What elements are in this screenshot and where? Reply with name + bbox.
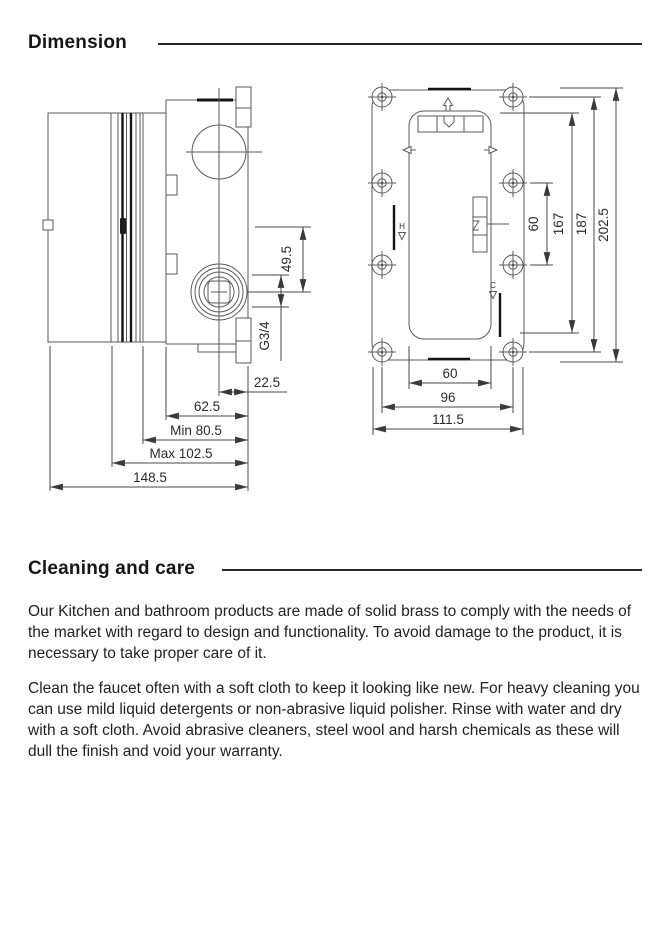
dim-label-g34: G3/4 bbox=[257, 321, 272, 351]
dim-label-111-5: 111.5 bbox=[432, 412, 464, 427]
dim-label-v60: 60 bbox=[526, 216, 541, 232]
dim-inner-width bbox=[409, 366, 491, 383]
dim-label-h60: 60 bbox=[442, 366, 458, 381]
dim-label-202-5: 202.5 bbox=[596, 208, 611, 242]
up-arrow-icon bbox=[444, 98, 453, 111]
cleaning-paragraph-1: Our Kitchen and bathroom products are made of solid brass to comply with the needs of the market with regard to design and functionality. To avoid damage to the product, it is necessary to take proper care of it. bbox=[28, 603, 632, 662]
cleaning-title-rule bbox=[222, 569, 642, 571]
front-view bbox=[368, 83, 623, 435]
dim-total-height bbox=[560, 88, 623, 362]
dim-body-depth bbox=[166, 399, 248, 416]
dim-total-depth bbox=[50, 470, 248, 487]
dim-min-depth bbox=[143, 423, 248, 440]
dim-port-spacing-vertical bbox=[526, 183, 553, 265]
dim-edge-offset bbox=[219, 375, 287, 392]
cleaning-section-title: Cleaning and care bbox=[28, 558, 196, 579]
dim-label-min-80-5: Min 80.5 bbox=[170, 423, 222, 438]
hot-marking bbox=[399, 222, 406, 240]
cartridge-top-detail bbox=[418, 116, 483, 132]
right-arrow-icon bbox=[484, 147, 497, 154]
dim-label-96: 96 bbox=[440, 390, 456, 405]
plaster-box bbox=[43, 113, 166, 342]
wall-clip bbox=[120, 218, 126, 234]
dim-label-22-5: 22.5 bbox=[253, 375, 281, 390]
dim-hole-spacing-horizontal bbox=[382, 390, 513, 407]
side-view bbox=[43, 87, 311, 491]
left-tab-upper bbox=[166, 175, 177, 195]
cold-marking-label: C bbox=[490, 281, 496, 290]
cleaning-paragraph-2: Clean the faucet often with a soft cloth to keep it looking like new. For heavy cleaning you can use mild liquid detergents or non-abrasive liquid polisher. Rinse with water and dry with a soft cloth. Avoid abrasive cleaners, steel wool and harsh chemicals as these will dull the finish and void your warranty. bbox=[28, 680, 640, 760]
hot-marking-label: H bbox=[399, 222, 405, 231]
dim-outlet-offset bbox=[255, 227, 311, 292]
top-port bbox=[186, 125, 262, 179]
dim-thread bbox=[252, 275, 289, 361]
dim-label-max-102-5: Max 102.5 bbox=[149, 446, 213, 461]
left-arrow-icon bbox=[403, 147, 416, 154]
dim-label-187: 187 bbox=[574, 212, 589, 236]
dim-total-width bbox=[373, 412, 523, 429]
dim-label-148-5: 148.5 bbox=[133, 470, 167, 485]
dim-label-62-5: 62.5 bbox=[193, 399, 221, 414]
inner-opening bbox=[409, 111, 491, 339]
side-notch bbox=[43, 220, 53, 230]
bottom-right-tab bbox=[236, 318, 251, 341]
dim-max-depth bbox=[112, 446, 248, 463]
left-tab-lower bbox=[166, 254, 177, 274]
dimension-section-title: Dimension bbox=[28, 32, 127, 53]
top-right-tab bbox=[236, 87, 251, 108]
dim-label-167: 167 bbox=[551, 212, 566, 236]
dim-label-49-5: 49.5 bbox=[279, 245, 294, 273]
